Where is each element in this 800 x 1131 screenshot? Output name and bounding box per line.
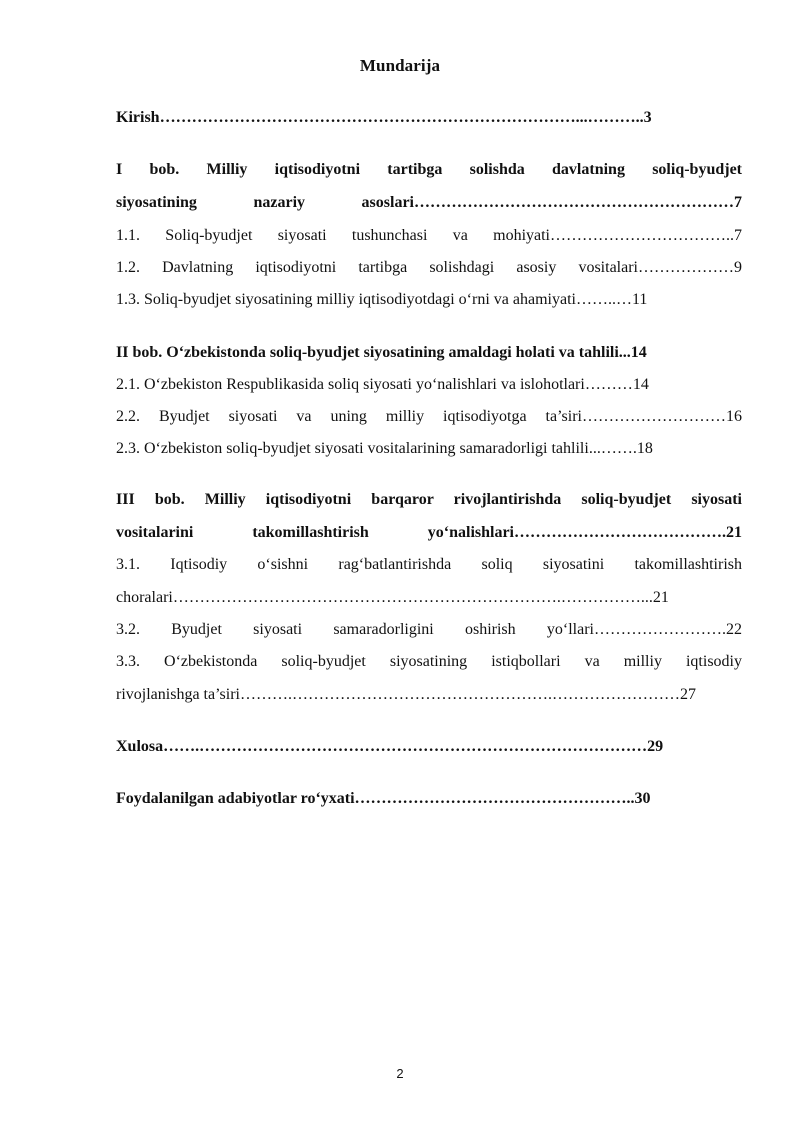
toc-entry-references: Foydalanilgan adabiyotlar ro‘yxati……………………………………………..30 (116, 790, 651, 807)
toc-chapter-1-heading-line-2: siyosatining nazariy asoslari……………………………………………………7 (116, 194, 742, 211)
toc-entry-intro: Kirish……………………………………………………………………...………..3 (116, 109, 652, 126)
toc-section-3-3-line-2: rivojlanishga ta’siri……….………………………………………….……………………27 (116, 686, 696, 703)
page-title: Mundarija (359, 56, 441, 75)
toc-section-2-2: 2.2. Byudjet siyosati va uning milliy iqtisodiyotga ta’siri………………………16 (116, 408, 742, 425)
toc-chapter-1-heading-line-1: I bob. Milliy iqtisodiyotni tartibga solishda davlatning soliq-byudjet (116, 161, 742, 178)
toc-section-3-2: 3.2. Byudjet siyosati samaradorligini oshirish yo‘llari…………………….22 (116, 621, 742, 638)
toc-section-1-2: 1.2. Davlatning iqtisodiyotni tartibga solishdagi asosiy vositalari………………9 (116, 259, 742, 276)
toc-section-2-1: 2.1. O‘zbekiston Respublikasida soliq siyosati yo‘nalishlari va islohotlari………14 (116, 376, 649, 393)
toc-section-2-3: 2.3. O‘zbekiston soliq-byudjet siyosati vositalarining samaradorligi tahlili...…….18 (116, 440, 653, 457)
toc-section-3-1-line-1: 3.1. Iqtisodiy o‘sishni rag‘batlantirishda soliq siyosatini takomillashtirish (116, 556, 742, 573)
toc-entry-conclusion: Xulosa…….…………………………………………………………………………29 (116, 738, 664, 755)
page-number: 2 (396, 1066, 404, 1081)
toc-chapter-2-heading: II bob. O‘zbekistonda soliq-byudjet siyosatining amaldagi holati va tahlili...14 (116, 344, 647, 361)
toc-chapter-3-heading-line-1: III bob. Milliy iqtisodiyotni barqaror rivojlantirishda soliq-byudjet siyosati (116, 491, 742, 508)
toc-section-3-3-line-1: 3.3. O‘zbekistonda soliq-byudjet siyosatining istiqbollari va milliy iqtisodiy (116, 653, 742, 670)
toc-section-3-1-line-2: choralari……………………………………………………………….……………...21 (116, 589, 669, 606)
toc-section-1-1: 1.1. Soliq-byudjet siyosati tushunchasi va mohiyati……………………………..7 (116, 227, 742, 244)
toc-chapter-3-heading-line-2: vositalarini takomillashtirish yo‘nalishlari………………………………….21 (116, 524, 742, 541)
toc-section-1-3: 1.3. Soliq-byudjet siyosatining milliy iqtisodiyotdagi o‘rni va ahamiyati……..…11 (116, 291, 648, 308)
